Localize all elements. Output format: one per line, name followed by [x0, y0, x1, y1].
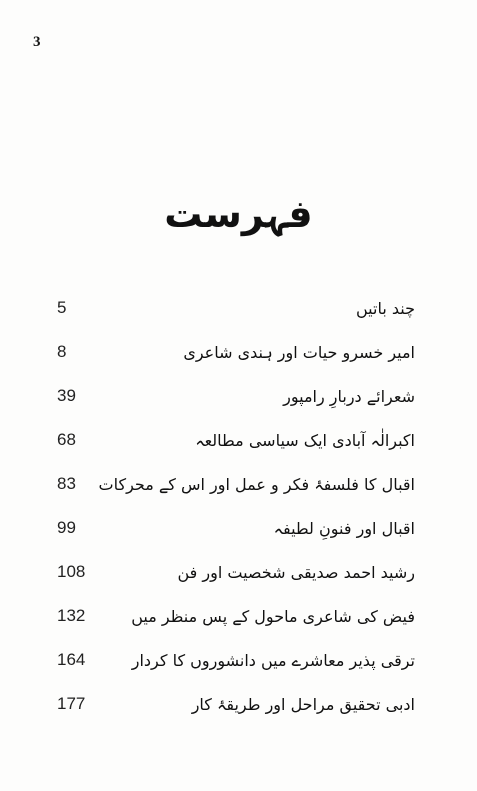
toc-page-number: 39 [57, 386, 76, 405]
toc-page-number: 68 [57, 430, 76, 449]
toc-entry [57, 330, 415, 374]
toc-page-number: 99 [57, 518, 76, 537]
toc-entry-title: اقبال کا فلسفۂ فکر و عمل اور اس کے محرکات [98, 474, 415, 494]
toc-entry [57, 374, 415, 418]
toc-entry [57, 462, 415, 506]
toc-entry [57, 638, 415, 682]
toc-entry-title: فیض کی شاعری ماحول کے پس منظر میں [131, 606, 415, 626]
toc-page-number: 8 [57, 342, 67, 361]
toc-page-number: 5 [57, 298, 67, 317]
toc-entry-title: شعرائے دربارِ رامپور [283, 386, 415, 406]
toc-page-number: 177 [57, 694, 86, 713]
toc-page-number: 108 [57, 562, 86, 581]
table-of-contents [57, 286, 415, 726]
toc-entry [57, 594, 415, 638]
page-number: 3 [33, 34, 41, 50]
toc-page-number: 132 [57, 606, 86, 625]
toc-entry-title: ترقی پذیر معاشرے میں دانشوروں کا کردار [131, 650, 415, 670]
toc-entry [57, 418, 415, 462]
page-title: فہرست [164, 192, 313, 236]
toc-entry [57, 682, 415, 726]
toc-entry-title: امیر خسرو حیات اور ہندی شاعری [183, 342, 415, 362]
toc-entry-title: چند باتیں [356, 298, 415, 318]
toc-page-number: 83 [57, 474, 76, 493]
toc-entry-title: ادبی تحقیق مراحل اور طریقۂ کار [191, 694, 415, 714]
toc-entry-title: اقبال اور فنونِ لطیفہ [273, 518, 415, 538]
toc-entry [57, 550, 415, 594]
toc-page-number: 164 [57, 650, 86, 669]
toc-entry [57, 506, 415, 550]
toc-entry-title: اکبرالٰہ آبادی ایک سیاسی مطالعہ [195, 430, 415, 450]
toc-entry-title: رشید احمد صدیقی شخصیت اور فن [177, 562, 415, 582]
toc-entry [57, 286, 415, 330]
